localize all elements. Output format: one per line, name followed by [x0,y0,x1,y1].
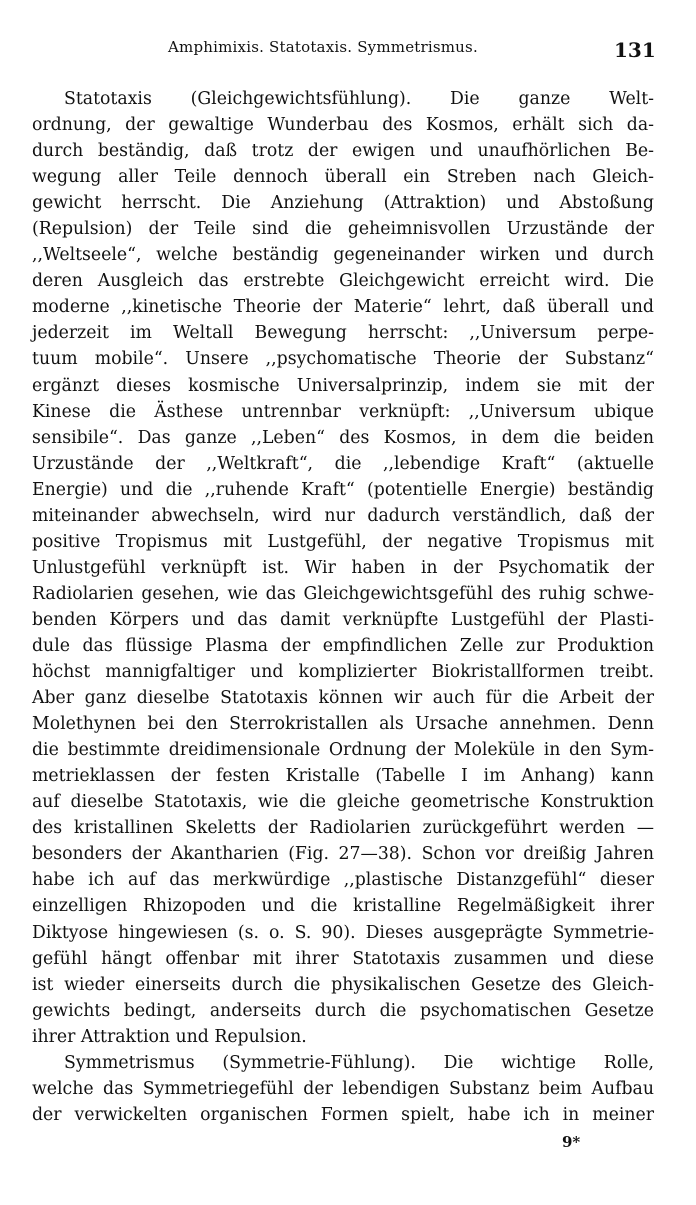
text-line: Statotaxis (Gleichgewichtsfühlung). Die ganze Welt- [64,89,654,109]
text-line: Energie) und die ,,ruhende Kraft“ (potentielle Energie) beständig [32,479,654,500]
text-line: durch beständig, daß trotz der ewigen und unaufhörlichen Be- [32,141,654,162]
text-line: wegung aller Teile dennoch überall ein Streben nach Gleich- [32,167,654,188]
text-line: gewicht herrscht. Die Anziehung (Attraktion) und Abstoßung [32,193,654,214]
running-header: Amphimixis. Statotaxis. Symmetrismus. [168,38,478,56]
text-line: Diktyose hingewiesen (s. o. S. 90). Dieses ausgeprägte Symmetrie- [32,922,654,943]
text-line: der verwickelten organischen Formen spielt, habe ich in meiner [32,1104,654,1125]
text-line: Radiolarien gesehen, wie das Gleichgewichtsgefühl des ruhig schwe- [32,583,654,604]
text-line: ,,Weltseele“, welche beständig gegeneinander wirken und durch [32,245,654,266]
text-line: dule das flüssige Plasma der empfindlichen Zelle zur Produktion [32,635,654,656]
text-line: des kristallinen Skeletts der Radiolarien zurückgeführt werden — [32,818,654,839]
text-line: welche das Symmetriegefühl der lebendigen Substanz beim Aufbau [32,1078,654,1099]
text-line: Symmetrismus (Symmetrie-Fühlung). Die wichtige Rolle, [64,1052,654,1073]
text-line: ihrer Attraktion und Repulsion. [32,1026,307,1047]
text-line: besonders der Akantharien (Fig. 27—38). Schon vor dreißig Jahren [32,844,654,865]
page-number: 131 [614,38,656,62]
signature-mark: 9* [562,1133,581,1151]
text-line: (Repulsion) der Teile sind die geheimnisvollen Urzustände der [32,219,654,240]
text-line: Unlustgefühl verknüpft ist. Wir haben in der Psychomatik der [32,557,654,578]
text-line: tuum mobile“. Unsere ,,psychomatische Theorie der Substanz“ [32,349,654,370]
text-line: ordnung, der gewaltige Wunderbau des Kosmos, erhält sich da- [32,115,654,136]
text-line: deren Ausgleich das erstrebte Gleichgewicht erreicht wird. Die [32,271,654,292]
text-line: moderne ,,kinetische Theorie der Materie“ lehrt, daß überall und [32,297,654,318]
text-line: sensibile“. Das ganze ,,Leben“ des Kosmos, in dem die beiden [32,427,654,448]
text-line: auf dieselbe Statotaxis, wie die gleiche geometrische Konstruktion [32,792,654,813]
text-line: miteinander abwechseln, wird nur dadurch verständlich, daß der [32,505,654,526]
text-line: habe ich auf das merkwürdige ,,plastische Distanzgefühl“ dieser [32,870,654,891]
text-line: jederzeit im Weltall Bewegung herrscht: ,,Universum perpe- [32,323,654,344]
text-line: Molethynen bei den Sterrokristallen als Ursache annehmen. Denn [32,714,654,735]
text-line: höchst mannigfaltiger und komplizierter Biokristallformen treibt. [32,662,654,683]
text-line: metrieklassen der festen Kristalle (Tabelle I im Anhang) kann [32,766,654,787]
text-line: gefühl hängt offenbar mit ihrer Statotaxis zusammen und diese [32,948,654,969]
text-line: ist wieder einerseits durch die physikalischen Gesetze des Gleich- [32,974,654,995]
text-line: einzelligen Rhizopoden und die kristalline Regelmäßigkeit ihrer [32,896,654,917]
text-line: benden Körpers und das damit verknüpfte Lustgefühl der Plasti- [32,609,654,630]
text-line: die bestimmte dreidimensionale Ordnung der Moleküle in den Sym- [32,740,654,761]
body-text [32,86,654,1128]
text-line: ergänzt dieses kosmische Universalprinzip, indem sie mit der [32,375,654,396]
text-line: Aber ganz dieselbe Statotaxis können wir auch für die Arbeit der [32,688,654,709]
text-line: gewichts bedingt, anderseits durch die psychomatischen Gesetze [32,1000,654,1021]
text-line: Kinese die Ästhese untrennbar verknüpft: ,,Universum ubique [32,401,654,422]
text-line: Urzustände der ,,Weltkraft“, die ,,lebendige Kraft“ (aktuelle [32,453,654,474]
text-line: positive Tropismus mit Lustgefühl, der negative Tropismus mit [32,531,654,552]
